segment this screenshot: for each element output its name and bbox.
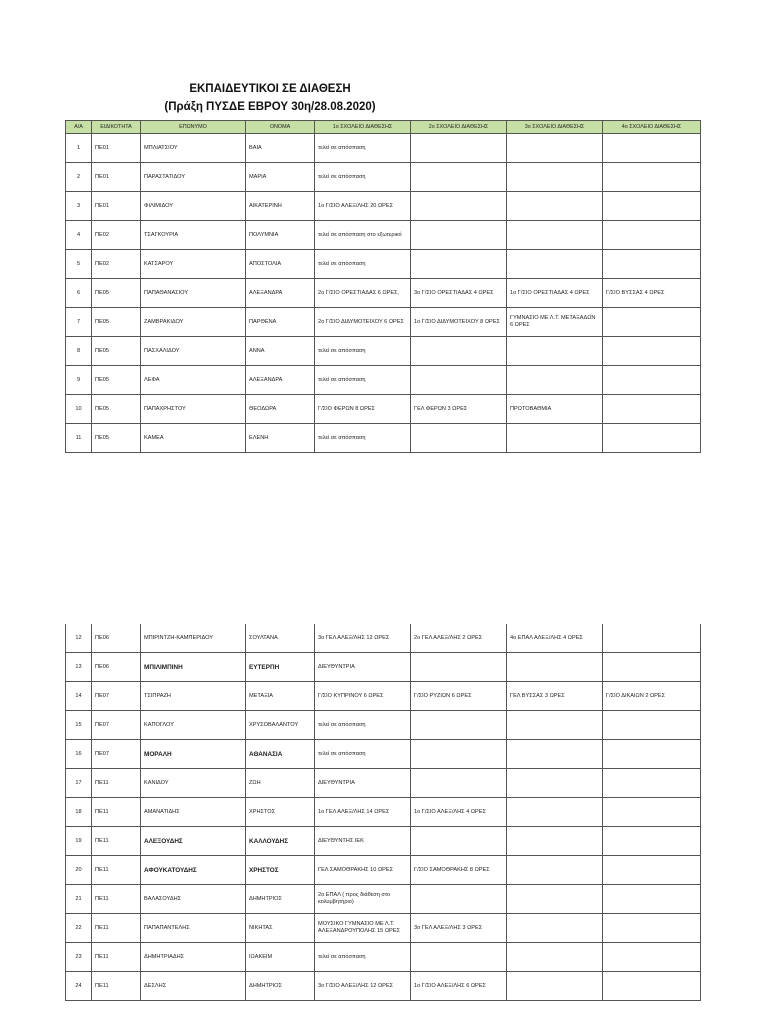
cell-surname: ΔΕΣΛΗΣ [141, 972, 246, 1001]
table-row [66, 943, 701, 972]
cell-specialty: ΠΕ06 [92, 624, 141, 653]
teachers-table-part-2 [65, 624, 700, 1001]
cell-school-4 [603, 885, 701, 914]
cell-name: ΖΩΗ [246, 769, 315, 798]
cell-name: ΣΟΥΛΤΑΝΑ [246, 624, 315, 653]
cell-name: ΜΑΡΙΑ [246, 163, 315, 192]
cell-school-4 [603, 740, 701, 769]
cell-school-4 [603, 972, 701, 1001]
cell-school-2: Γ/ΣΙΟ ΣΑΜΟΘΡΑΚΗΣ 8 ΩΡΕΣ [411, 856, 507, 885]
cell-specialty: ΠΕ07 [92, 740, 141, 769]
cell-surname: ΚΑΠΟΓΛΟΥ [141, 711, 246, 740]
table-row [66, 192, 701, 221]
cell-aa: 20 [66, 856, 92, 885]
cell-school-3 [507, 856, 603, 885]
cell-surname: ΚΑΤΣΑΡΟΥ [141, 250, 246, 279]
document-title [65, 80, 475, 116]
cell-school-1: ΜΟΥΣΙΚΟ ΓΥΜΝΑΣΙΟ ΜΕ Λ.Τ. ΑΛΕΞΑΝΔΡΟΥΠΟΛΗΣ 15 ΩΡΕΣ [315, 914, 411, 943]
cell-aa: 11 [66, 424, 92, 453]
cell-school-2 [411, 740, 507, 769]
cell-specialty: ΠΕ11 [92, 798, 141, 827]
cell-surname: ΦΙΛΙΜΙΔΟΥ [141, 192, 246, 221]
cell-school-1: 2ο Γ/ΣΙΟ ΔΙΔΥΜΟΤΕΙΧΟΥ 6 ΩΡΕΣ [315, 308, 411, 337]
cell-school-1: ΔΙΕΥΘΥΝΤΡΙΑ [315, 769, 411, 798]
header-school-1: 1ο ΣΧΟΛΕΙΟ ΔΙΑΘΕΣΗΣ [315, 121, 411, 134]
cell-school-4 [603, 221, 701, 250]
cell-specialty: ΠΕ02 [92, 250, 141, 279]
cell-school-4: Γ/ΣΙΟ ΒΥΣΣΑΣ 4 ΩΡΕΣ [603, 279, 701, 308]
table-row [66, 972, 701, 1001]
cell-school-1: 1ο ΓΕΛ ΑΛΕΞ/ΛΗΣ 14 ΩΡΕΣ [315, 798, 411, 827]
header-specialty: ΕΙΔΙΚΟΤΗΤΑ [92, 121, 141, 134]
cell-school-3 [507, 163, 603, 192]
cell-school-2 [411, 163, 507, 192]
cell-name: ΑΙΚΑΤΕΡΙΝΗ [246, 192, 315, 221]
cell-school-4 [603, 192, 701, 221]
cell-surname: ΠΑΣΧΑΛΙΔΟΥ [141, 337, 246, 366]
table-row [66, 624, 701, 653]
cell-surname: ΑΜΑΝΑΤΙΔΗΣ [141, 798, 246, 827]
table-row [66, 163, 701, 192]
cell-school-4 [603, 395, 701, 424]
cell-school-2: 1ο Γ/ΣΙΟ ΔΙΔΥΜΟΤΕΙΧΟΥ 8 ΩΡΕΣ [411, 308, 507, 337]
cell-school-4 [603, 337, 701, 366]
cell-aa: 16 [66, 740, 92, 769]
cell-school-1: 1ο Γ/ΣΙΟ ΑΛΕΞ/ΛΗΣ 20 ΩΡΕΣ [315, 192, 411, 221]
cell-school-4: Γ/ΣΙΟ ΔΙΚΑΙΩΝ 2 ΩΡΕΣ [603, 682, 701, 711]
cell-school-1: τελεί σε απόσπαση [315, 134, 411, 163]
cell-aa: 4 [66, 221, 92, 250]
cell-aa: 15 [66, 711, 92, 740]
cell-school-2 [411, 424, 507, 453]
cell-aa: 9 [66, 366, 92, 395]
cell-school-4 [603, 250, 701, 279]
table-row [66, 134, 701, 163]
cell-school-4 [603, 308, 701, 337]
cell-school-4 [603, 798, 701, 827]
title-line-2: (Πράξη ΠΥΣΔΕ ΕΒΡΟΥ 30η/28.08.2020) [164, 101, 376, 113]
table-row [66, 914, 701, 943]
cell-specialty: ΠΕ07 [92, 711, 141, 740]
cell-surname: ΤΣΑΓΚΟΥΡΙΑ [141, 221, 246, 250]
cell-school-1: ΓΕΛ ΣΑΜΟΘΡΑΚΗΣ 10 ΩΡΕΣ [315, 856, 411, 885]
cell-surname: ΠΑΠΑΘΑΝΑΣΙΟΥ [141, 279, 246, 308]
cell-school-2 [411, 711, 507, 740]
table-row [66, 279, 701, 308]
cell-school-3 [507, 337, 603, 366]
cell-specialty: ΠΕ11 [92, 972, 141, 1001]
cell-surname: ΤΣΙΠΡΑΖΗ [141, 682, 246, 711]
cell-school-3 [507, 711, 603, 740]
cell-name: ΘΕΟΔΩΡΑ [246, 395, 315, 424]
cell-school-3 [507, 366, 603, 395]
table-header-row [66, 121, 701, 134]
cell-school-4 [603, 624, 701, 653]
cell-school-3 [507, 192, 603, 221]
cell-specialty: ΠΕ11 [92, 856, 141, 885]
cell-specialty: ΠΕ11 [92, 914, 141, 943]
cell-school-1: τελεί σε απόσπαση [315, 424, 411, 453]
cell-school-4 [603, 653, 701, 682]
table-row [66, 221, 701, 250]
cell-aa: 13 [66, 653, 92, 682]
cell-surname: ΑΦΟΥΚΑΤΟΥΔΗΣ [141, 856, 246, 885]
cell-school-3: 4ο ΕΠΑΛ ΑΛΕΞ/ΛΗΣ 4 ΩΡΕΣ [507, 624, 603, 653]
cell-specialty: ΠΕ05 [92, 366, 141, 395]
cell-school-2 [411, 337, 507, 366]
header-school-2: 2ο ΣΧΟΛΕΙΟ ΔΙΑΘΕΣΗΣ [411, 121, 507, 134]
cell-aa: 12 [66, 624, 92, 653]
cell-school-3 [507, 221, 603, 250]
cell-school-1: τελεί σε απόσπαση [315, 740, 411, 769]
cell-aa: 23 [66, 943, 92, 972]
cell-school-3: ΠΡΩΤΟΒΑΘΜΙΑ [507, 395, 603, 424]
cell-school-2: 1ο Γ/ΣΙΟ ΑΛΕΞ/ΛΗΣ 4 ΩΡΕΣ [411, 798, 507, 827]
cell-school-2 [411, 134, 507, 163]
cell-name: ΧΡΥΣΟΒΑΛΑΝΤΟΥ [246, 711, 315, 740]
cell-school-2 [411, 250, 507, 279]
cell-school-2: 2ο ΓΕΛ ΑΛΕΞ/ΛΗΣ 2 ΩΡΕΣ [411, 624, 507, 653]
cell-school-3: ΓΕΛ ΒΥΣΣΑΣ 3 ΩΡΕΣ [507, 682, 603, 711]
cell-school-2: ΓΕΛ ΦΕΡΩΝ 3 ΩΡΕΣ [411, 395, 507, 424]
cell-specialty: ΠΕ07 [92, 682, 141, 711]
table-body-2 [66, 624, 701, 1001]
cell-school-3 [507, 972, 603, 1001]
cell-school-1: Γ/ΣΙΟ ΦΕΡΩΝ 8 ΩΡΕΣ [315, 395, 411, 424]
cell-aa: 10 [66, 395, 92, 424]
cell-name: ΠΟΛΥΜΝΙΑ [246, 221, 315, 250]
cell-surname: ΒΑΛΑΣΟΥΔΗΣ [141, 885, 246, 914]
cell-name: ΑΘΑΝΑΣΙΑ [246, 740, 315, 769]
table-row [66, 395, 701, 424]
cell-name: ΚΑΛΛΟΥΔΗΣ [246, 827, 315, 856]
cell-school-1: ΔΙΕΥΘΥΝΤΗΣ ΙΕΚ [315, 827, 411, 856]
cell-name: ΧΡΗΣΤΟΣ [246, 856, 315, 885]
cell-surname: ΛΕΦΑ [141, 366, 246, 395]
cell-specialty: ΠΕ11 [92, 769, 141, 798]
cell-school-4 [603, 134, 701, 163]
cell-name: ΕΥΤΕΡΠΗ [246, 653, 315, 682]
cell-surname: ΠΑΡΑΣΤΑΤΙΔΟΥ [141, 163, 246, 192]
cell-school-1: 3ο Γ/ΣΙΟ ΑΛΕΞ/ΛΗΣ 12 ΩΡΕΣ [315, 972, 411, 1001]
cell-surname: ΚΑΝΙΔΟΥ [141, 769, 246, 798]
cell-school-3 [507, 134, 603, 163]
cell-school-2 [411, 653, 507, 682]
table-row [66, 424, 701, 453]
table-row [66, 885, 701, 914]
table-row [66, 798, 701, 827]
cell-specialty: ΠΕ05 [92, 337, 141, 366]
cell-school-3 [507, 250, 603, 279]
cell-aa: 1 [66, 134, 92, 163]
cell-school-2 [411, 827, 507, 856]
cell-school-1: 2ο ΕΠΑΛ ( προς διάθεση στο κολυμβητήριο) [315, 885, 411, 914]
cell-aa: 5 [66, 250, 92, 279]
cell-surname: ΜΠΙΛΙΜΠΙΝΗ [141, 653, 246, 682]
cell-school-2: 3ο Γ/ΣΙΟ ΟΡΕΣΤΙΑΔΑΣ 4 ΩΡΕΣ [411, 279, 507, 308]
cell-surname: ΜΠΙΡΙΝΤΖΗ-ΚΑΜΠΕΡΙΔΟΥ [141, 624, 246, 653]
cell-name: ΑΝΝΑ [246, 337, 315, 366]
cell-name: ΙΩΑΚΕΙΜ [246, 943, 315, 972]
cell-school-1: τελεί σε απόσπαση [315, 943, 411, 972]
cell-specialty: ΠΕ02 [92, 221, 141, 250]
cell-school-3 [507, 885, 603, 914]
cell-name: ΑΛΕΞΑΝΔΡΑ [246, 366, 315, 395]
cell-school-4 [603, 711, 701, 740]
cell-school-3 [507, 943, 603, 972]
cell-aa: 3 [66, 192, 92, 221]
cell-school-4 [603, 856, 701, 885]
cell-school-3 [507, 653, 603, 682]
cell-school-1: τελεί σε απόσπαση [315, 711, 411, 740]
cell-school-1: τελεί σε απόσπαση [315, 366, 411, 395]
cell-school-4 [603, 366, 701, 395]
table-row [66, 250, 701, 279]
header-surname: ΕΠΩΝΥΜΟ [141, 121, 246, 134]
cell-school-1: Γ/ΣΙΟ ΚΥΠΡΙΝΟΥ 6 ΩΡΕΣ [315, 682, 411, 711]
cell-specialty: ΠΕ05 [92, 395, 141, 424]
header-name: ΟΝΟΜΑ [246, 121, 315, 134]
table-row [66, 827, 701, 856]
cell-school-4 [603, 424, 701, 453]
cell-school-1: τελεί σε απόσπαση [315, 250, 411, 279]
cell-name: ΜΕΤΑΞΙΑ [246, 682, 315, 711]
cell-specialty: ΠΕ01 [92, 192, 141, 221]
cell-surname: ΠΑΠΑΧΡΗΣΤΟΥ [141, 395, 246, 424]
table-row [66, 769, 701, 798]
cell-school-2 [411, 885, 507, 914]
cell-aa: 2 [66, 163, 92, 192]
cell-school-3 [507, 914, 603, 943]
table-row [66, 653, 701, 682]
cell-aa: 17 [66, 769, 92, 798]
cell-name: ΒΑΙΑ [246, 134, 315, 163]
cell-school-4 [603, 769, 701, 798]
cell-school-3 [507, 740, 603, 769]
cell-school-1: τελεί σε απόσπαση [315, 337, 411, 366]
table-row [66, 366, 701, 395]
cell-school-3: ΓΥΜΝΑΣΙΟ ΜΕ Λ.Τ. ΜΕΤΑΞΑΔΩΝ 6 ΩΡΕΣ [507, 308, 603, 337]
table-body-1 [66, 134, 701, 453]
cell-specialty: ΠΕ05 [92, 279, 141, 308]
cell-school-1: ΔΙΕΥΘΥΝΤΡΙΑ [315, 653, 411, 682]
cell-aa: 6 [66, 279, 92, 308]
cell-surname: ΖΑΜΒΡΑΚΙΔΟΥ [141, 308, 246, 337]
cell-school-4 [603, 914, 701, 943]
cell-school-3 [507, 798, 603, 827]
cell-name: ΔΗΜΗΤΡΙΟΣ [246, 885, 315, 914]
header-aa: Α/Α [66, 121, 92, 134]
cell-school-2: Γ/ΣΙΟ ΡΥΖΙΩΝ 6 ΩΡΕΣ [411, 682, 507, 711]
cell-surname: ΜΟΡΑΛΗ [141, 740, 246, 769]
cell-school-2 [411, 192, 507, 221]
cell-specialty: ΠΕ01 [92, 163, 141, 192]
table-row [66, 308, 701, 337]
header-school-4: 4ο ΣΧΟΛΕΙΟ ΔΙΑΘΕΣΗΣ [603, 121, 701, 134]
cell-aa: 14 [66, 682, 92, 711]
table-row [66, 856, 701, 885]
cell-surname: ΚΑΜΕΑ [141, 424, 246, 453]
teachers-table-part-1 [65, 120, 700, 453]
cell-specialty: ΠΕ11 [92, 827, 141, 856]
cell-school-1: 2ο Γ/ΣΙΟ ΟΡΕΣΤΙΑΔΑΣ 6 ΩΡΕΣ, [315, 279, 411, 308]
cell-name: ΑΛΕΞΑΝΔΡΑ [246, 279, 315, 308]
cell-school-4 [603, 163, 701, 192]
cell-school-3: 1ο Γ/ΣΙΟ ΟΡΕΣΤΙΑΔΑΣ 4 ΩΡΕΣ [507, 279, 603, 308]
cell-school-2 [411, 769, 507, 798]
cell-aa: 22 [66, 914, 92, 943]
cell-school-3 [507, 424, 603, 453]
cell-specialty: ΠΕ05 [92, 424, 141, 453]
cell-school-2: 3ο ΓΕΛ ΑΛΕΞ/ΛΗΣ 3 ΩΡΕΣ [411, 914, 507, 943]
cell-school-1: 3ο ΓΕΛ ΑΛΕΞ/ΛΗΣ 12 ΩΡΕΣ [315, 624, 411, 653]
cell-specialty: ΠΕ06 [92, 653, 141, 682]
cell-school-4 [603, 943, 701, 972]
cell-aa: 8 [66, 337, 92, 366]
table-row [66, 740, 701, 769]
cell-name: ΑΠΟΣΤΟΛΙΑ [246, 250, 315, 279]
table-row [66, 682, 701, 711]
table-row [66, 337, 701, 366]
cell-school-2 [411, 943, 507, 972]
cell-school-3 [507, 769, 603, 798]
cell-specialty: ΠΕ11 [92, 943, 141, 972]
cell-school-1: τελεί σε απόσπαση [315, 163, 411, 192]
cell-name: ΠΑΡΘΕΝΑ [246, 308, 315, 337]
cell-specialty: ΠΕ11 [92, 885, 141, 914]
cell-name: ΧΡΗΣΤΟΣ [246, 798, 315, 827]
cell-aa: 19 [66, 827, 92, 856]
cell-aa: 7 [66, 308, 92, 337]
cell-school-2 [411, 366, 507, 395]
cell-specialty: ΠΕ05 [92, 308, 141, 337]
cell-school-2 [411, 221, 507, 250]
cell-aa: 21 [66, 885, 92, 914]
cell-school-3 [507, 827, 603, 856]
cell-name: ΝΙΚΗΤΑΣ [246, 914, 315, 943]
title-line-1: ΕΚΠΑΙΔΕΥΤΙΚΟΙ ΣΕ ΔΙΑΘΕΣΗ [189, 83, 351, 95]
header-school-3: 3ο ΣΧΟΛΕΙΟ ΔΙΑΘΕΣΗΣ [507, 121, 603, 134]
cell-name: ΕΛΕΝΗ [246, 424, 315, 453]
cell-surname: ΜΠΛΙΑΤΣΙΟΥ [141, 134, 246, 163]
cell-surname: ΠΑΠΑΠΑΝΤΕΛΗΣ [141, 914, 246, 943]
cell-surname: ΑΛΕΞΟΥΔΗΣ [141, 827, 246, 856]
cell-school-1: τελεί σε απόσπαση στο εξωτερικό [315, 221, 411, 250]
cell-school-4 [603, 827, 701, 856]
cell-aa: 24 [66, 972, 92, 1001]
cell-name: ΔΗΜΗΤΡΙΟΣ [246, 972, 315, 1001]
table-row [66, 711, 701, 740]
cell-school-2: 1ο Γ/ΣΙΟ ΑΛΕΞ/ΛΗΣ 6 ΩΡΕΣ [411, 972, 507, 1001]
cell-surname: ΔΗΜΗΤΡΙΑΔΗΣ [141, 943, 246, 972]
cell-aa: 18 [66, 798, 92, 827]
cell-specialty: ΠΕ01 [92, 134, 141, 163]
